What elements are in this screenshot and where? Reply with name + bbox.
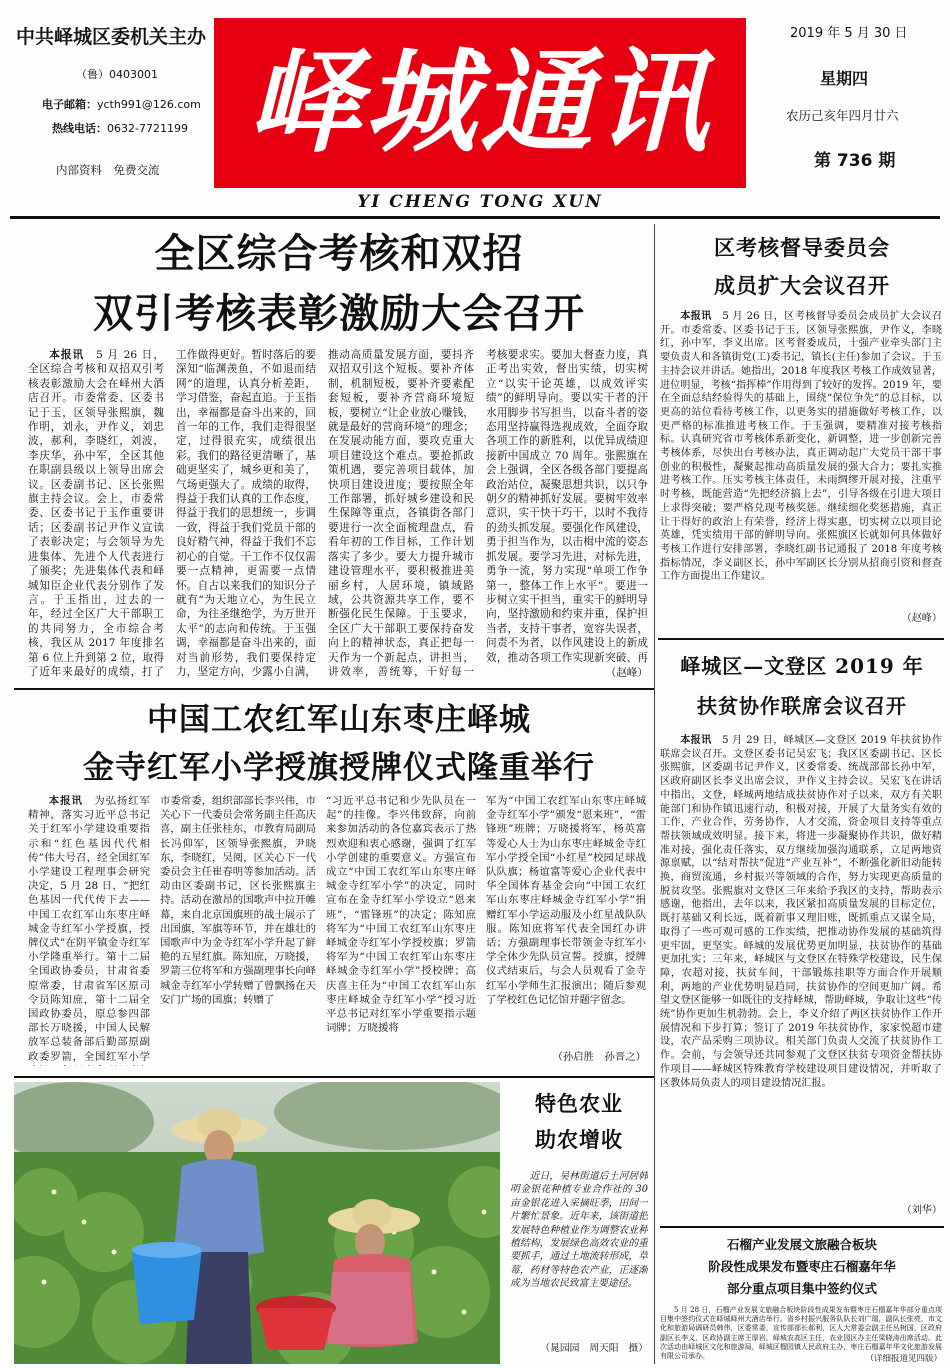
- article2-lead: 本报讯: [680, 311, 712, 322]
- article1-column-3: [328, 348, 474, 680]
- masthead: [0, 0, 950, 220]
- feature-photo: [14, 1082, 500, 1364]
- feature-title-line2: 助农增收: [535, 1127, 623, 1152]
- article4-byline: （孙启胜 孙晋之）: [552, 1051, 646, 1063]
- article4-column-3: [326, 794, 476, 1066]
- article3-text: 5 月 29 日，峄城区—文登区 2019 年扶贫协作联席会议召开。文登区委书记吴宏飞；我区区委副书记、区长张熙旗，区委副书记尹作义，区委常委、统战部部长孙中军，区政府副区长李义出席会议，尹作义主持会议。吴宏飞在讲话中指出，文登，峄城两地结成扶贫协作对子以来，双方有关职能部门和协作镇迅速行动，积极对接，开展了大量务实有效的工作，产业合作，劳务协作，人才交流，资金项目支持等重点帮扶领域成效明显。接下来，将进一步凝聚协作共识，做好精准对接，强化责任落实，双方继续加强沟通联系，立足两地资源禀赋，以“结对帮扶”促进“产业互补”，不断强化新旧动能转换，商贸流通，乡村振兴等领域的合作，努力实现更高质量的脱贫攻坚。张熙旗对文登区三年来给予我区的支持，帮助表示感谢，他指出，去年以来，我区紧扣高质量发展的目标定位，既打基础又利长远，既着新事又理旧账，既抓重点又谋全局，取得了一些可观可感的工作实绩，把推动协作发展的基础筑得更牢固，更坚实。峄城的发展优势更加明显，扶贫协作的基础更加扎实；三年来，峄城区与文登区在特殊学校建设，民生保障，农超对接，扶贫车间，干部锻炼挂职等方面合作开展顺利，两地的产业优势明显趋同，扶贫协作的空间更加广阔。希望文登区能够一如既往的支持峄城，帮助峄城，争取让这些“传统”协作更加生机勃勃。会上，李义介绍了两区扶贫协作工作开展情况和下步打算；签订了 2019 年扶贫协作，家家悦超市建设，农产品采购三项协议。相关部门负责人交流了扶贫协作工作。会前，与会领导还共同参观了文登区扶贫专项资金帮扶协作项目——峄城区特殊教育学校建设项目建设情况，并听取了区教体局负责人的项目建设情况汇报。: [660, 735, 942, 1089]
- article1-col3-text: 推动高质量发展方面，要抖齐双招双引这个短板。要补齐体制，机制短板，要补齐要素配套短板，要补齐营商环境短板，要树立“让企业放心赚钱，就是最好的营商环境”的理念；在发展动能方面，要攻克重大项目建设这个难点。要抢抓政策机遇，要完善项目载体，加快项目建设进度；要按照全年工作部署，抓好城乡建设和民生保障等重点，各镇街各部门要进行一次全面梳理盘点，看看年初的工作目标，工作计划落实了多少。要大力提升城市建设管理水平，要积极推进美丽乡村，人居环境，镇域路域，公共资源共享工作，要不断强化民生保障。于玉要求，全区广大干部职工要保持奋发向上的精神状态，真正把每一天作为一个新起点，讲担当，讲效率，善统筹，干好每一: [328, 349, 474, 678]
- article1-col2-text: 工作做得更好。暂时落后的要深知“临渊羡鱼，不如退而结网”的道理，认真分析差距，学习借鉴，奋起直追。于玉指出，幸福都是奋斗出来的，回首一年的工作，我们走得很坚定，过得很充实，成绩很出彩。我们的路径更清晰了，基础更坚实了，城乡更和美了，气场更强大了。成绩的取得，得益于我们认真的工作态度，得益于我们的思想统一，步调一致，得益于我们党员干部的良好精气神，得益于我们不忘初心的自觉。干工作不仅仅需要一点精神，更需要一点情怀。自古以来我们的知识分子就有“为天地立心，为生民立命，为往圣继绝学，为万世开太平”的志向和传统。于玉强调，幸福都是奋斗出来的，面对当前形势，我们要保持定力，坚定方向，少露小自满，: [176, 349, 316, 678]
- right-divider-1: [658, 638, 944, 640]
- article5-title-line2: 阶段性成果发布暨枣庄石榴嘉年华: [708, 1259, 896, 1274]
- email-line: [42, 96, 201, 112]
- masthead-rule: [10, 216, 940, 219]
- article4-column-2: [160, 794, 316, 1066]
- code-prefix: （鲁）: [76, 68, 109, 81]
- article4-col3-text: “习近平总书记和少先队员在一起”的挂像。李兴伟致辞，向前来参加活动的各位嘉宾表示了热烈欢迎和衷心感谢，强调了红军小学创建的重要意义。方强宣布成立“中国工农红军山东枣庄峄城金寺红军小学”的决定，同时宣布在金寺红军小学设立“恩来班”，“雷锋班”的决定；陈知庶将军为“中国工农红军山东枣庄峄城金寺红军小学授校旗；罗箭将军为“中国工农红军山东枣庄峄城金寺红军小学”授校牌；高庆喜主任为“中国工农红军山东枣庄峄城金寺红军小学”授习近平总书记对红军小学重要指示题词牌；万晓援将: [326, 795, 476, 1035]
- article1-lead: 本报讯: [49, 349, 85, 361]
- feature-text: 近日，吴林街道后土河居韩明金银花种植专业合作社的 30 亩金银花进入采摘旺季，田间一片繁忙景象。近年来，该街道把发展特色种植业作为调整农业种植结构，发展绿色高效农业的重要抓手，通过土地流转形成，草莓，药材等特色农产业，正逐渐成为当地农民致富主要途径。: [510, 1171, 648, 1290]
- distribution-note: 内部资料 免费交流: [56, 163, 160, 177]
- article4-lead: 本报讯: [48, 795, 83, 807]
- feature-body: [510, 1170, 648, 1336]
- article1-title-line2: 双引考核表彰激励大会召开: [93, 291, 585, 337]
- article4-col2-text: 市委常委，组织部部长李兴伟，市关心下一代委员会常务副主任高庆喜，副主任张桂东，市教育局副局长冯仰军，区领导张熙旗，尹晓东，李晓红，吴阅，区关心下一代委员会主任崔春明等参加活动。活动由区委副书记，区长张熙旗主持。活动在激昂的国歌声中拉开帷幕，来自北京国旗班的战士展示了出国旗，军旗等环节，并在雄壮的国歌声中为金寺红军小学升起了鲜艳的五星红旗。陈知庶，万晓援，罗箭三位将军和方强副理事长向峄城金寺红军小学转赠了曾飘扬在天安门广场的国旗；转赠了: [160, 795, 316, 1006]
- organizer: 中共峄城区委机关主办: [16, 26, 207, 48]
- article4-column-1: [28, 794, 150, 1066]
- column-divider: [654, 224, 655, 1364]
- title-banner: [214, 18, 746, 188]
- article1-title-line1: 全区综合考核和双招: [154, 231, 524, 277]
- weekday: 星期四: [820, 69, 869, 88]
- article1-column-1: [28, 348, 164, 680]
- article3-title-line1: 峄城区—文登区 2019 年: [680, 654, 924, 678]
- phone-line: [52, 120, 188, 136]
- title-pinyin: YI CHENG TONG XUN: [357, 192, 603, 212]
- article4-col1-text: 为弘扬红军精神，落实习近平总书记关于红军小学建设重要指示和“红色基因代代相传”伟大号召，经全国红军小学建设工程理事会研究决定，5 月 28 日，“把红色基因一代代传下去——中国工农红军山东枣庄峄城金寺红军小学授旗，授牌仪式”在阴平镇金寺红军小学隆重举行。第十二届全国政协委员，甘肃省委原常委，甘肃省军区原司令员陈知庶，第十二届全国政协委员，原总参四部部长万晓援，中国人民解放军总装备部后勤部原副政委罗箭，全国红军小学: [28, 795, 150, 1063]
- feature-byline: （晁园园 周天阳 摄）: [540, 1343, 648, 1354]
- article1-byline: （赵峰）: [605, 667, 648, 679]
- left-divider-2: [14, 1076, 654, 1078]
- issue-date: 2019 年 5 月 30 日: [790, 26, 908, 41]
- left-divider-1: [14, 688, 654, 690]
- article4-col4-text: 军为“中国工农红军山东枣庄峄城金寺红军小学”颁发“恩来班”，“雷锋班”班牌；万晓援将军，杨英富等爱心人士为山东枣庄峄城金寺红军小学授全国“小红星”校园足球战队队旗；杨谊富等爱心企业代表中华全国体育基金会向“中国工农红军山东枣庄峄城金寺红军小学”捐赠红军小学运动服及小红星战队队服。陈知庶将军代表全国红办讲话；方强副理事长带领金寺红军小学全体少先队员宣誓。授旗，授牌仪式结束后，与会人员观看了金寺红军小学师生汇报演出；随后参观了学校红色记忆馆并题字留念。: [486, 795, 646, 1006]
- article3-body: [660, 734, 942, 1204]
- article5-title-line3: 部分重点项目集中签约仪式: [726, 1281, 877, 1296]
- article4-title-line1: 中国工农红军山东枣庄峄城: [147, 702, 531, 738]
- article3-lead: 本报讯: [680, 735, 712, 746]
- issue-number: 第 736 期: [814, 151, 896, 171]
- article1-column-4: [486, 348, 648, 666]
- article2-text: 5 月 26 日，区考核督导委员会成员扩大会议召开。市委常委、区委书记于玉，区领导张熙旗，尹作义，李晓红，孙中军，李义出席。区考督委成员，十强产业牵头部门主要负责人和各镇街党(工)委书记，镇长(主任)参加了会议。于玉主持会议并讲话。她指出，2018 年度我区考核工作成效显著，进位明显，考核“指挥棒”作用得到了较好的发挥。2019 年，要在全面总结经验得失的基础上，围绕“保位争先”的总目标，以更高的站位看待考核工作，以更务实的措施做好考核工作，以更严格的标准推进考核工作。于玉强调，要精准对接考核指标。认真研究省市考核体系新变化，新调整，进一步创新完善考核体系，尽快出台考核办法，真正调动起广大党员干部干事创业的积极性，凝聚起推动高质量发展的强大合力；要扎实推进考核工作。压实考核主体责任，未雨绸缪开展对接，注重平时考核，既能营造“先把经济搞上去”，引导各级在引进大项目上求得突破；要严格兑现考核奖惩。继续细化奖惩措施，真正让干得好的政治上有荣誉，经济上得实惠，切实树立以项目论英雄，凭实绩用干部的鲜明导向。张熙旗区长就如何具体做好考核工作进行安排部署，李晓红副书记通报了 2018 年度考核指标情况，李义副区长，孙中军副区长分别从招商引资和督查工作方面提出工作建议。: [660, 311, 942, 583]
- article3-byline: （刘华）: [901, 1205, 942, 1216]
- registration-code: [76, 66, 158, 82]
- article5-title-line1: 石榴产业发展文旅融合板块: [726, 1237, 877, 1252]
- newspaper-title: 峄城通讯: [248, 37, 712, 168]
- email-label: 电子邮箱：: [42, 98, 97, 111]
- phone-label: 热线电话：: [52, 122, 107, 135]
- article1-col4-text: 考核要求实。要加大督查力度，真正考出实效，督出实绩，切实树立“以实干论英雄，以成效评实绩”的鲜明导向。要以实干者的汗水用脚步书写担当，以奋斗者的姿态用坚持赢得选视成效，全面夺取各项工作的新胜利，以优异成绩迎接新中国成立 70 周年。张熙旗在会上强调，全区各级各部门要提高政治站位，凝聚思想共识，以只争朝夕的精神抓好发展。要树牢效率意识，实干快干巧干，以时不我待的劲头抓发展。要强化作风建设，勇于担当作为，以击楫中流的姿态抓发展。要学习先进，对标先进，勇争一流，努力实现“单项工作争第一，整体工作上水平”。要进一步树立实干担当，重实干的鲜明导向，坚持激励和约束并重，保护担当者，支持干事者，宽容失误者，问责不为者，以作风建设上的新成效，推动各项工作实现新突破、再: [486, 349, 648, 664]
- article-comprehensive-assessment: [24, 224, 654, 684]
- article1-column-2: [176, 348, 316, 680]
- article4-column-4: [486, 794, 646, 1050]
- article5-text: 5 月 28 日，石榴产业发展文旅融合板块阶段性成果发布暨枣庄石榴嘉年华部分重点项目集中签约仪式在峄城峄州大酒店举行。省乡村振兴服务队队长刘广瑞，副队长张亮，市文化和旅游局调研员韩伟，区委常委，宣传部部长郝利，区人大常委会副主任丛树国，区政府副区长李义，区政协副主席王厚岩，峄城农高区主任，农业园区办主任梁晓涛出席活动。此次活动由峄城区文化和旅游局，峄城区榴园镇人民政府主办，枣庄石榴嘉年华文化旅游发展有限公司承办。: [660, 1306, 942, 1361]
- email-value: ycth991@126.com: [97, 98, 201, 111]
- article5-byline: （详细报道见四版）: [800, 1354, 942, 1366]
- article-poverty-cooperation: [660, 642, 944, 1222]
- feature-title-line1: 特色农业: [535, 1091, 623, 1116]
- article2-byline: （赵峰）: [901, 613, 942, 624]
- article2-title-line1: 区考核督导委员会: [714, 235, 890, 260]
- lunar-date: 农历己亥年四月廿六: [786, 108, 899, 123]
- article-supervision-meeting: [660, 224, 944, 636]
- article2-body: [660, 310, 942, 610]
- phone-value: 0632-7721199: [107, 122, 188, 135]
- article4-title-line2: 金寺红军小学授旗授牌仪式隆重举行: [83, 750, 595, 786]
- article3-title-line2: 扶贫协作联席会议召开: [697, 694, 907, 718]
- article5-title-box: [660, 1226, 944, 1306]
- article-red-army-school: [24, 694, 654, 1074]
- article1-col1-text: 5 月 26 日，全区综合考核和双招双引考核表彰激励大会在峄州大酒店召开。市委常委、区委书记于玉，区领导张熙旗，魏作明，刘永，尹作义，刘忠波，郝利，李晓红，刘波，李庆华，孙中军，全区其他在职副县级以上领导出席会议。区委副书记、区长张熙旗主持会议。会上，市委常委、区委书记于玉作重要讲话；区委副书记尹作义宣读了表彰决定；与会领导为先进集体、先进个人代表进行了颁奖；先进集体代表和峄城知臣企业代表分别作了发言。于玉指出，过去的一年，经过全区广大干部职工的共同努力，全市综合考核，我区从 2017 年度排名第 6 位上升到第 2 位，取得了近年来最好的成绩，打了: [28, 349, 164, 678]
- article2-title-line2: 成员扩大会议召开: [714, 273, 890, 298]
- code-number: 0403001: [109, 68, 158, 81]
- feature-story: [506, 1090, 652, 1362]
- farm-photo-illustration: [14, 1082, 500, 1364]
